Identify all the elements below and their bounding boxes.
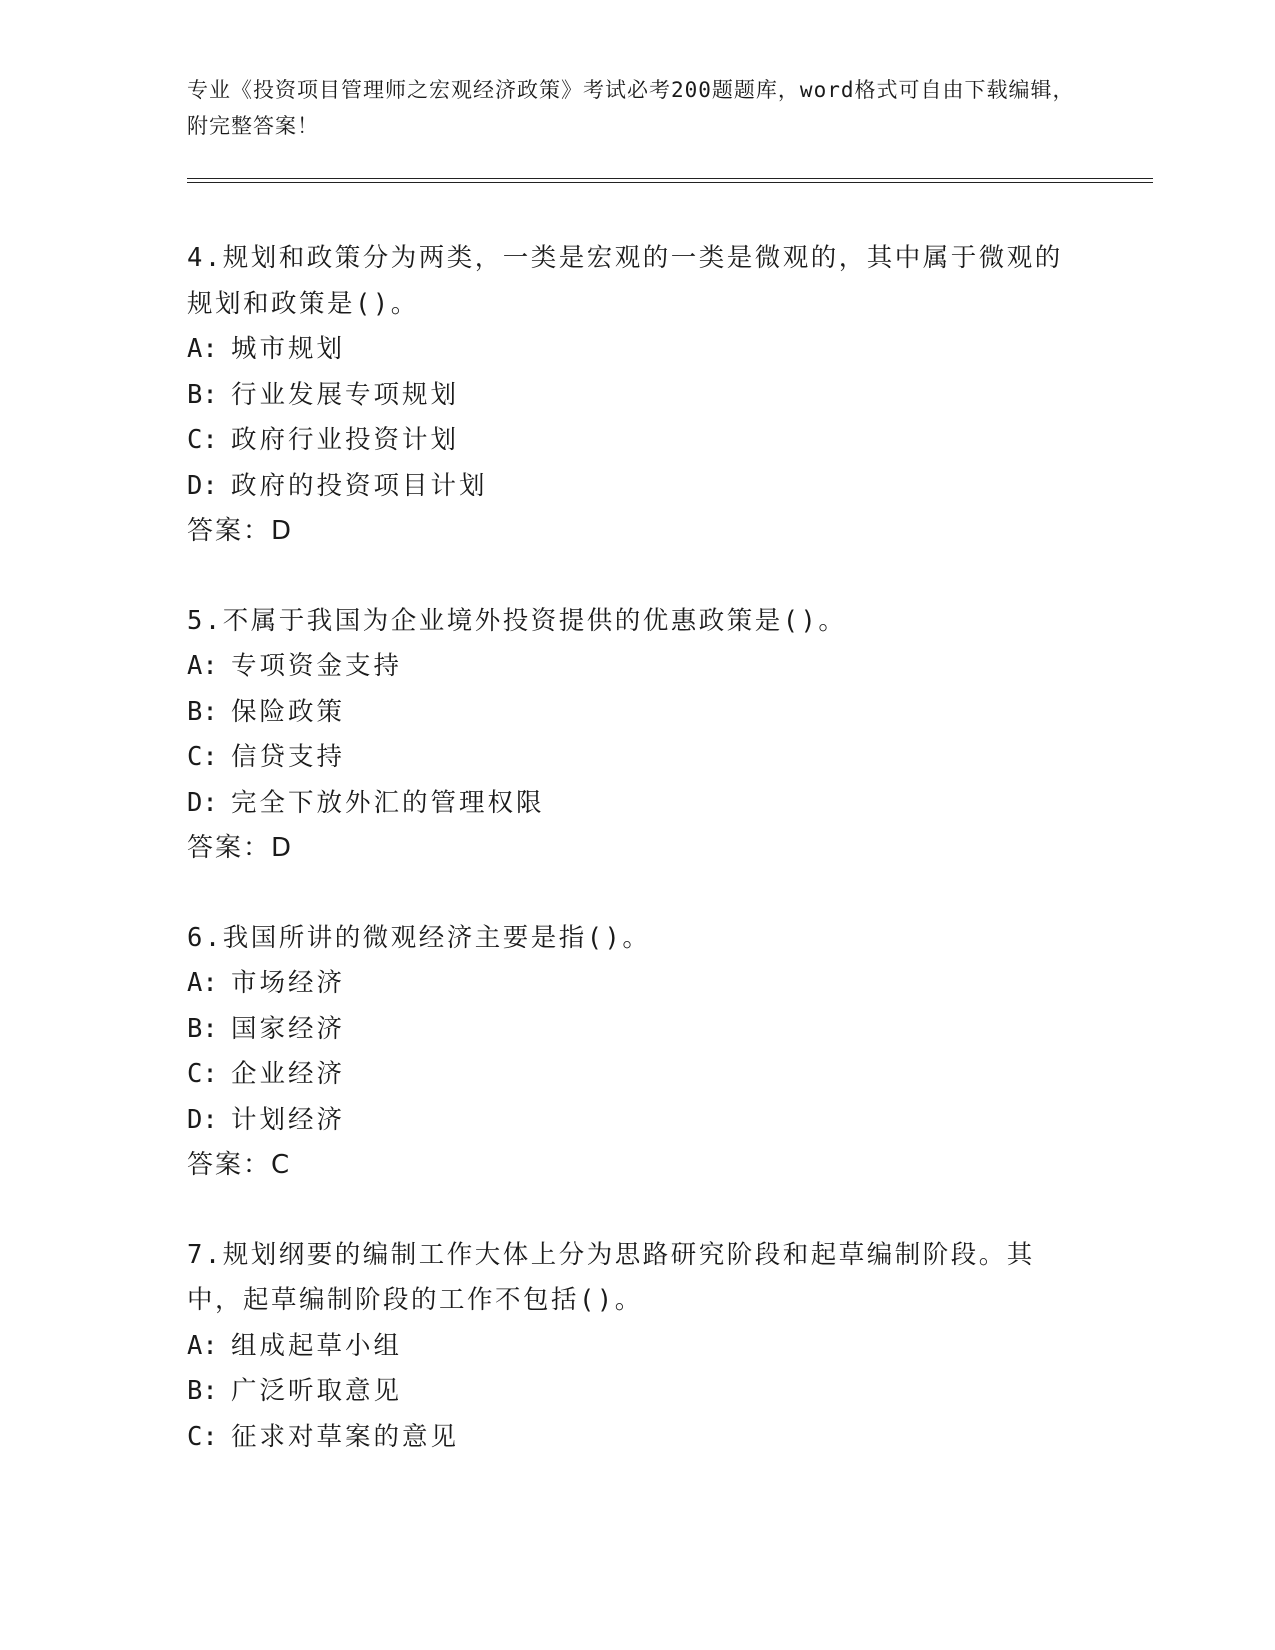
option-letter: B:: [187, 1376, 218, 1406]
document-intro: 专业《投资项目管理师之宏观经济政策》考试必考200题题库，word格式可自由下载编辑，附完整答案！: [187, 78, 1075, 138]
question-5: [187, 599, 1077, 872]
question-6: [187, 916, 1077, 1189]
option-c: [187, 735, 1077, 781]
option-text: 信贷支持: [231, 742, 346, 772]
answer-line: 答案：C: [187, 1150, 292, 1180]
header-divider-top: [187, 178, 1153, 179]
option-text: 企业经济: [231, 1059, 346, 1089]
option-letter: A:: [187, 334, 218, 364]
option-a: [187, 327, 1077, 373]
question-stem: 7.规划纲要的编制工作大体上分为思路研究阶段和起草编制阶段。其中，起草编制阶段的工作不包括()。: [187, 1239, 1035, 1315]
option-text: 城市规划: [231, 334, 346, 364]
question-stem: 4.规划和政策分为两类，一类是宏观的一类是微观的，其中属于微观的规划和政策是()。: [187, 243, 1063, 319]
option-text: 行业发展专项规划: [231, 379, 460, 410]
option-text: 政府行业投资计划: [231, 425, 460, 455]
option-text: 保险政策: [231, 696, 346, 727]
answer-line: 答案：D: [187, 516, 294, 546]
option-letter: C:: [187, 742, 218, 772]
option-text: 广泛听取意见: [231, 1376, 403, 1406]
question-7: [187, 1233, 1077, 1461]
option-text: 国家经济: [231, 1013, 346, 1044]
option-letter: C:: [187, 1421, 218, 1452]
option-c: [187, 418, 1077, 464]
option-b: [187, 1369, 1077, 1415]
option-b: [187, 690, 1077, 736]
option-letter: D:: [187, 787, 218, 818]
option-letter: B:: [187, 696, 218, 727]
option-letter: A:: [187, 1330, 218, 1361]
option-text: 政府的投资项目计划: [231, 470, 488, 501]
option-text: 计划经济: [231, 1104, 346, 1135]
option-letter: D:: [187, 1104, 218, 1135]
option-text: 完全下放外汇的管理权限: [231, 787, 545, 818]
option-d: [187, 1098, 1077, 1144]
option-letter: C:: [187, 1059, 218, 1089]
option-d: [187, 464, 1077, 510]
option-c: [187, 1415, 1077, 1461]
option-a: [187, 961, 1077, 1007]
answer-line: 答案：D: [187, 833, 294, 863]
question-stem: 5.不属于我国为企业境外投资提供的优惠政策是()。: [187, 605, 847, 636]
option-letter: D:: [187, 470, 218, 501]
option-d: [187, 781, 1077, 827]
option-a: [187, 1324, 1077, 1370]
option-letter: B:: [187, 379, 218, 410]
option-b: [187, 1007, 1077, 1053]
question-4: [187, 236, 1077, 555]
header-divider-bottom: [187, 182, 1153, 183]
question-list: [187, 236, 1077, 1504]
option-text: 市场经济: [231, 968, 346, 998]
option-text: 征求对草案的意见: [231, 1421, 460, 1452]
option-b: [187, 373, 1077, 419]
question-stem: 6.我国所讲的微观经济主要是指()。: [187, 922, 651, 953]
option-text: 组成起草小组: [231, 1330, 403, 1361]
option-c: [187, 1052, 1077, 1098]
option-letter: B:: [187, 1013, 218, 1044]
option-letter: A:: [187, 968, 218, 998]
option-a: [187, 644, 1077, 690]
option-letter: A:: [187, 651, 218, 681]
option-letter: C:: [187, 425, 218, 455]
option-text: 专项资金支持: [231, 651, 403, 681]
